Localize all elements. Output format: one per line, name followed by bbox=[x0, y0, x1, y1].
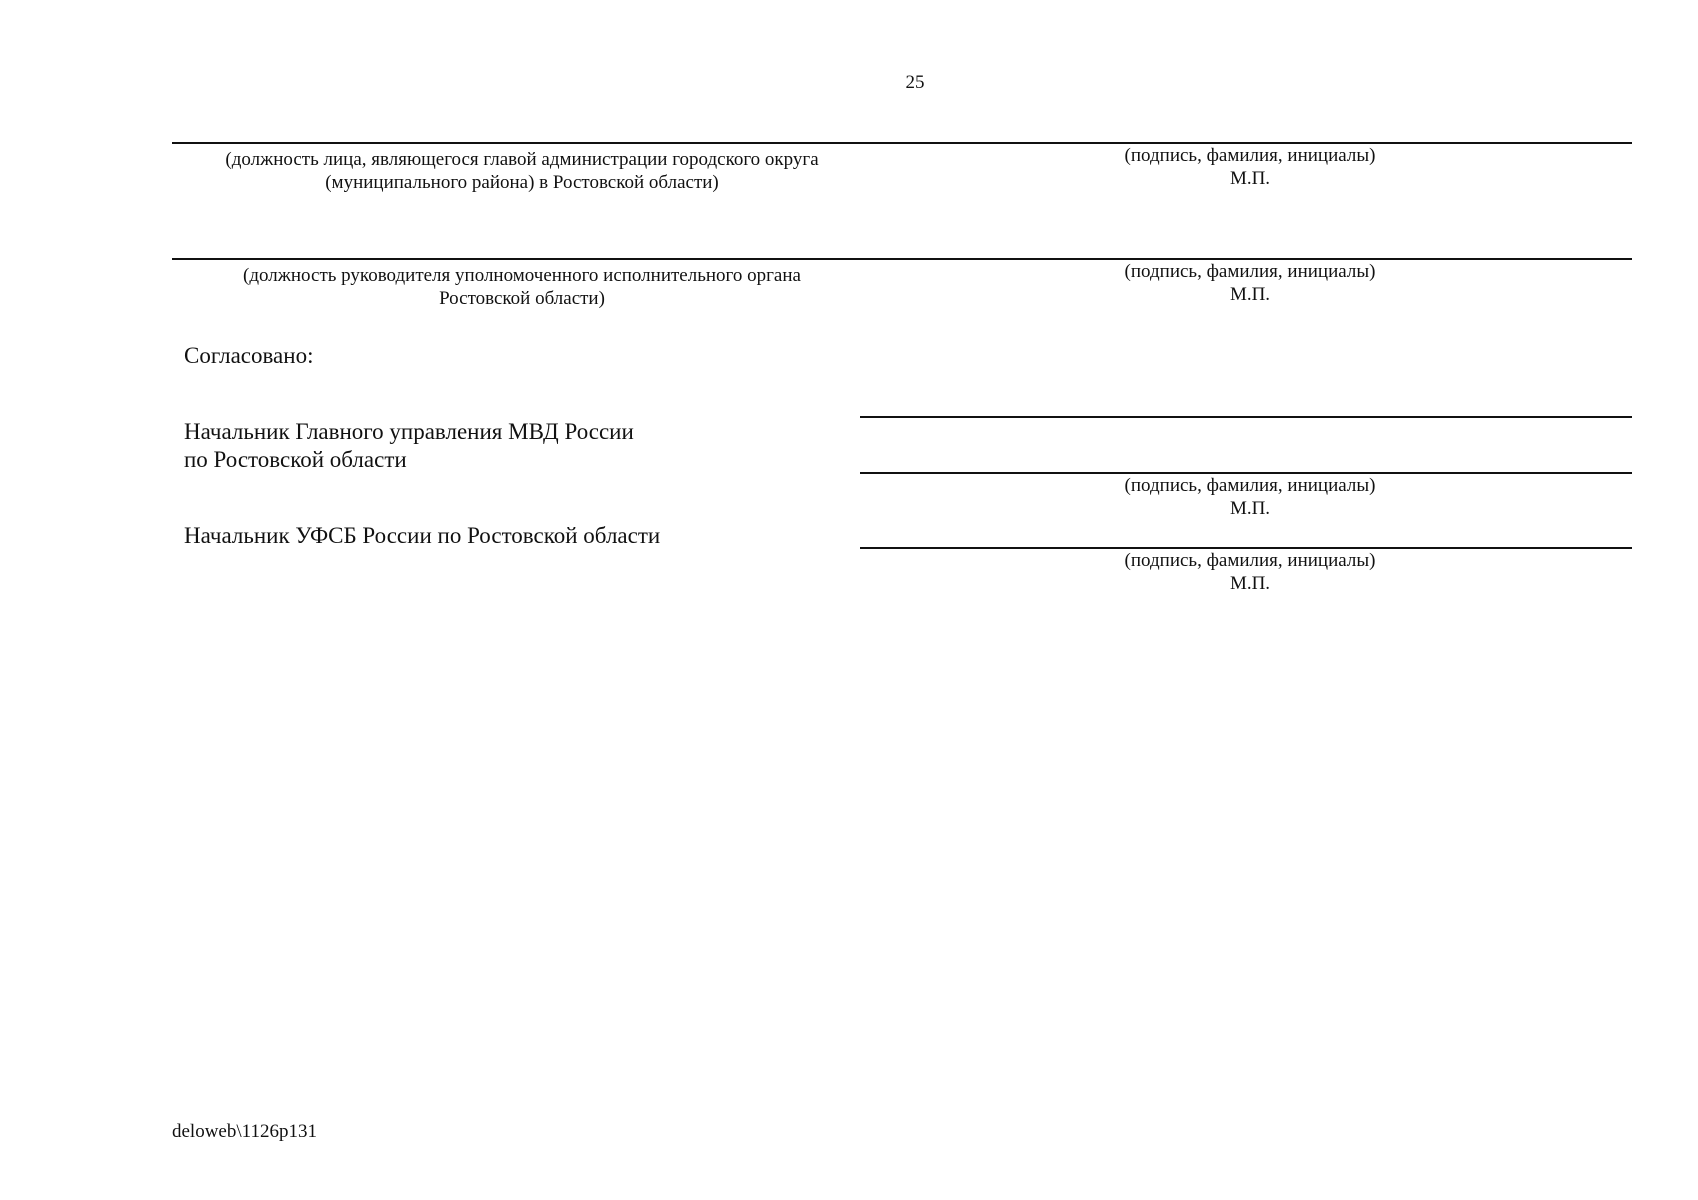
signature-caption-admin-head bbox=[1000, 144, 1500, 190]
signature-caption: (подпись, фамилия, инициалы) bbox=[1124, 145, 1376, 166]
position-caption-line: Ростовской области) bbox=[439, 288, 605, 309]
position-caption-line: (муниципального района) в Ростовской области) bbox=[325, 172, 719, 193]
position-caption-line: (должность руководителя уполномоченного исполнительного органа bbox=[243, 265, 801, 286]
signature-caption-mvd bbox=[1000, 474, 1500, 520]
agreed-label: Согласовано: bbox=[184, 343, 314, 368]
page-number: 25 bbox=[905, 72, 925, 93]
mvd-title-line: по Ростовской области bbox=[184, 447, 407, 472]
stamp-caption: М.П. bbox=[1229, 168, 1271, 189]
signature-caption: (подпись, фамилия, инициалы) bbox=[1124, 475, 1376, 496]
position-caption-line: (должность лица, являющегося главой администрации городского округа bbox=[225, 149, 819, 170]
signature-caption-executive-body bbox=[1000, 260, 1500, 306]
footer-document-code: deloweb\1126p131 bbox=[172, 1121, 317, 1142]
position-caption-admin-head bbox=[172, 148, 872, 194]
signature-caption-fsb bbox=[1000, 549, 1500, 595]
stamp-caption: М.П. bbox=[1229, 573, 1271, 594]
stamp-caption: М.П. bbox=[1229, 498, 1271, 519]
position-caption-executive-body bbox=[172, 264, 872, 310]
fsb-title: Начальник УФСБ России по Ростовской области bbox=[184, 523, 661, 548]
mvd-title-line: Начальник Главного управления МВД России bbox=[184, 419, 634, 444]
signature-caption: (подпись, фамилия, инициалы) bbox=[1124, 550, 1376, 571]
signature-caption: (подпись, фамилия, инициалы) bbox=[1124, 261, 1376, 282]
mvd-title bbox=[184, 418, 634, 474]
stamp-caption: М.П. bbox=[1229, 284, 1271, 305]
signature-line-mvd-top bbox=[860, 416, 1632, 418]
